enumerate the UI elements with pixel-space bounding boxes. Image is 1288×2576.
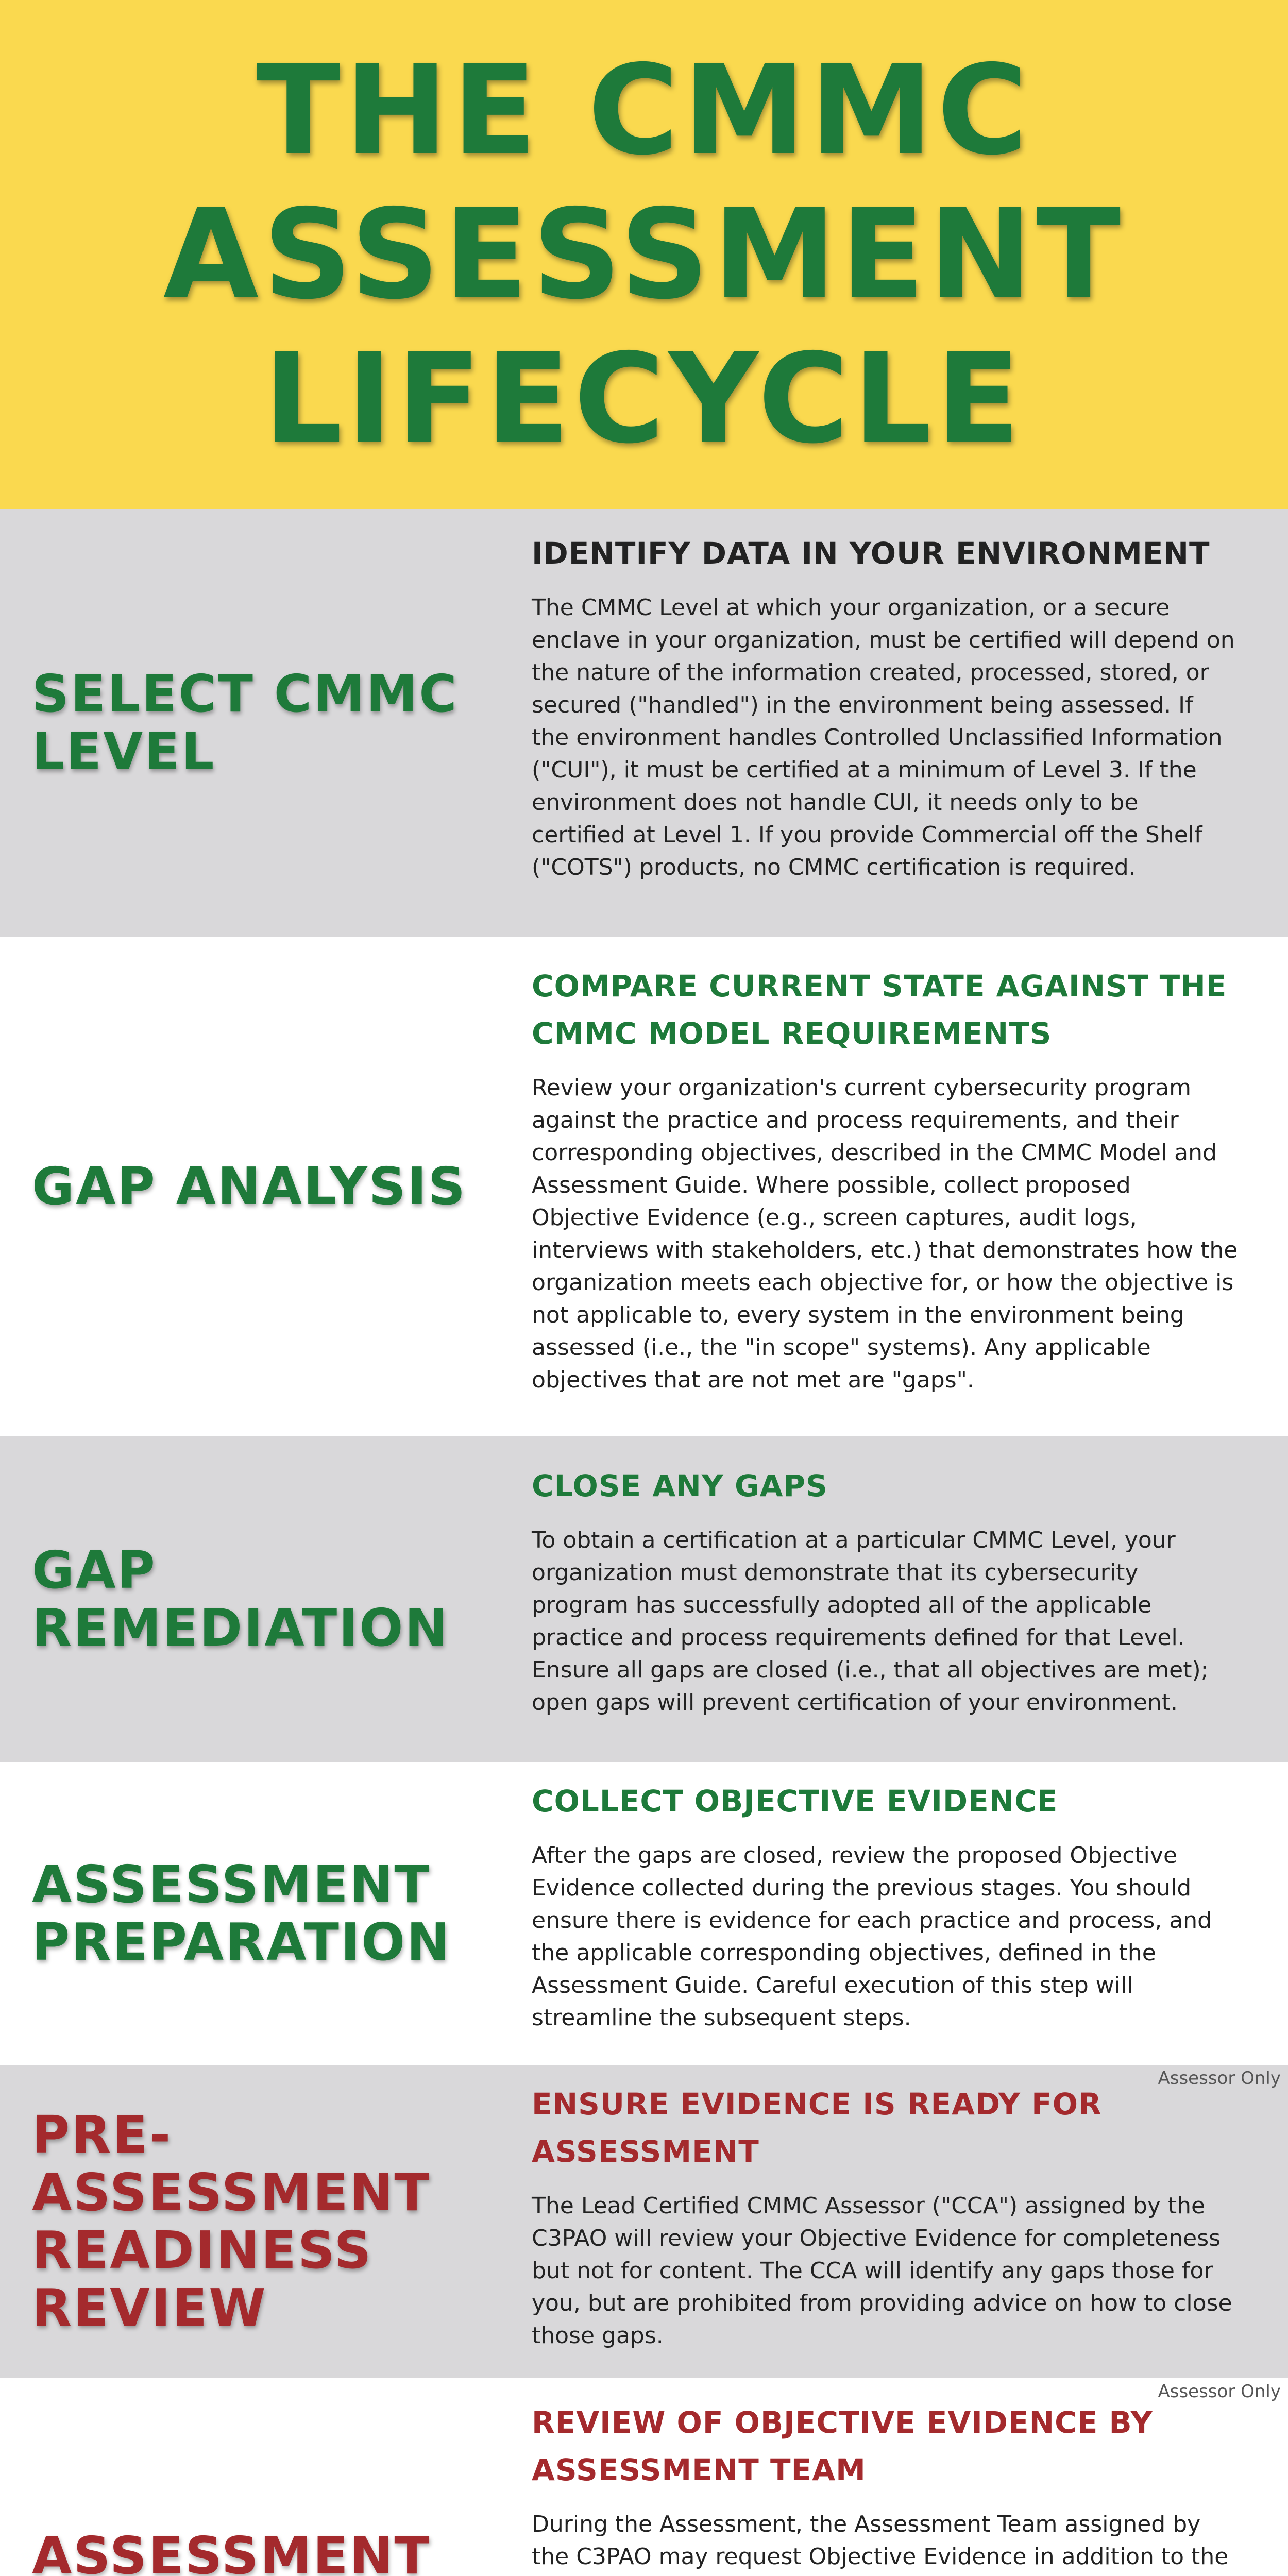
title-line-1: THE CMMC xyxy=(256,38,1032,182)
section-gap-remediation xyxy=(0,1436,1288,1762)
section-heading: IDENTIFY DATA IN YOUR ENVIRONMENT xyxy=(532,536,1210,571)
section-heading: ENSURE EVIDENCE IS READY FOR ASSESSMENT xyxy=(532,2087,1102,2169)
section-content xyxy=(532,1777,1243,2034)
assessor-only-tag: Assessor Only xyxy=(1158,2381,1281,2402)
title-line-2: ASSESSMENT xyxy=(163,182,1125,327)
section-heading: COMPARE CURRENT STATE AGAINST THE CMMC MODEL REQUIREMENTS xyxy=(532,969,1227,1051)
title-banner xyxy=(0,0,1288,509)
section-body: After the gaps are closed, review the proposed Objective Evidence collected during the previous stages. You should ensure there is evidence for each practice and process, and the applicable corresponding objectives, defined in the Assessment Guide. Careful execution of this step will streamline the subsequent steps. xyxy=(532,1842,1212,2031)
section-assessment xyxy=(0,2378,1288,2576)
stage-title: GAP ANALYSIS xyxy=(32,1156,467,1216)
section-body: To obtain a certification at a particular CMMC Level, your organization must demonstrate that its cybersecurity program has successfully adopted all of the applicable practice and process requirements defined for that Level. Ensure all gaps are closed (i.e., that all objectives are met); open gaps will prevent certification of your environment. xyxy=(532,1527,1209,1716)
section-gap-analysis xyxy=(0,937,1288,1436)
assessor-only-tag: Assessor Only xyxy=(1158,2068,1281,2089)
stage-title: ASSESSMENT xyxy=(32,2526,431,2576)
section-content xyxy=(532,1462,1243,1719)
section-heading: REVIEW OF OBJECTIVE EVIDENCE BY ASSESSMENT TEAM xyxy=(532,2405,1153,2487)
stage-title: SELECT CMMC LEVEL xyxy=(32,664,459,782)
section-pre-assessment-readiness-review xyxy=(0,2065,1288,2378)
section-content xyxy=(532,962,1243,1396)
stage-title: PRE- ASSESSMENT READINESS REVIEW xyxy=(32,2105,431,2338)
section-assessment-preparation xyxy=(0,1762,1288,2065)
stage-title: GAP REMEDIATION xyxy=(32,1540,450,1658)
section-heading: COLLECT OBJECTIVE EVIDENCE xyxy=(532,1784,1058,1819)
section-heading: CLOSE ANY GAPS xyxy=(532,1468,828,1503)
section-select-cmmc-level xyxy=(0,509,1288,937)
section-body: During the Assessment, the Assessment Team assigned by the C3PAO may request Objective Evidence in addition to the xyxy=(532,2511,1229,2570)
title-line-3: LIFECYCLE xyxy=(263,327,1025,471)
section-content xyxy=(532,2080,1243,2352)
section-content xyxy=(532,530,1243,884)
section-body: The CMMC Level at which your organization, or a secure enclave in your organization, must be certified will depend on the nature of the information created, processed, stored, or secured ("handled") in the environment being assessed. If the environment handles Controlled Unclassified Information ("CUI"), it must be certified at a minimum of Level 3. If the environment does not handle CUI, it needs only to be certified at Level 1. If you provide Commercial off the Shelf ("COTS") products, no CMMC certification is required. xyxy=(532,595,1235,880)
section-content xyxy=(532,2399,1243,2576)
section-body: The Lead Certified CMMC Assessor ("CCA") assigned by the C3PAO will review your Objective Evidence for completeness but not for content. The CCA will identify any gaps those for you, but are prohibited from providing advice on how to close those gaps. xyxy=(532,2193,1232,2349)
section-body: Review your organization's current cybersecurity program against the practice and process requirements, and their corresponding objectives, described in the CMMC Model and Assessment Guide. Where possible, collect proposed Objective Evidence (e.g., screen captures, audit logs, interviews with stakeholders, etc.) that demonstrates how the organization meets each objective for, or how the objective is not applicable to, every system in the environment being assessed (i.e., the "in scope" systems). Any applicable objectives that are not met are "gaps". xyxy=(532,1075,1238,1393)
stage-title: ASSESSMENT PREPARATION xyxy=(32,1854,451,1972)
